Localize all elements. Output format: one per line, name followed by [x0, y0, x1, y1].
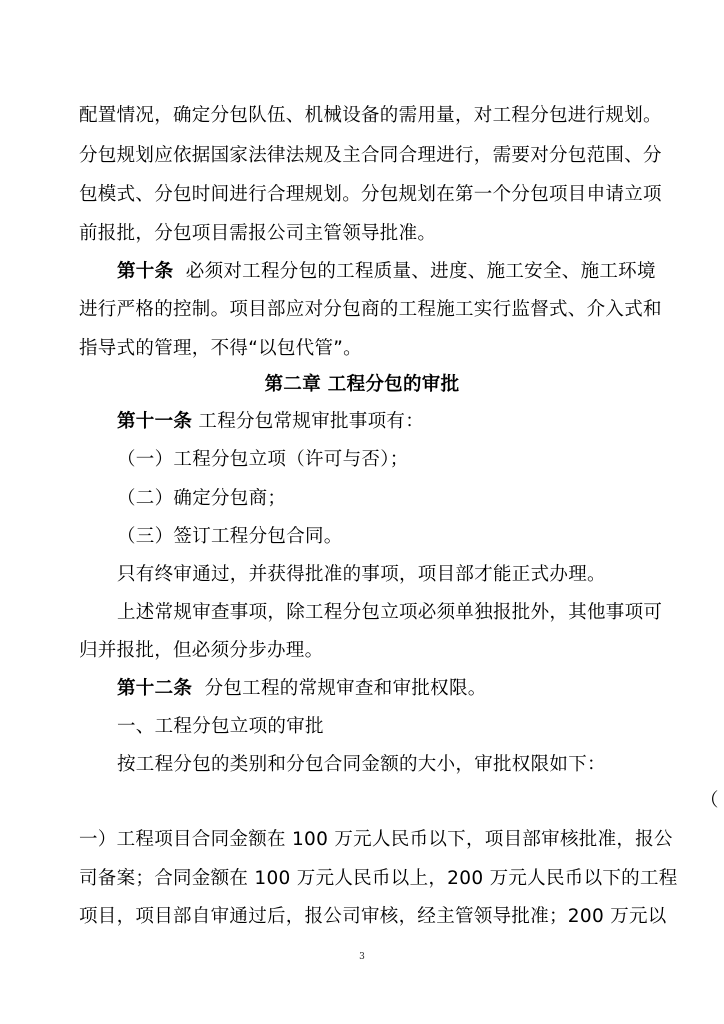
body-line: 归并报批，但必须分步办理。	[79, 640, 324, 661]
page-number: 3	[359, 952, 365, 962]
article-label: 第十二条	[117, 678, 193, 699]
body-line: 指导式的管理，不得“以包代管”。	[79, 338, 362, 359]
article-label: 第十一条	[117, 411, 193, 432]
article-text: 工程分包常规审批事项有：	[198, 411, 424, 432]
list-item: （三）签订工程分包合同。	[117, 526, 343, 547]
body-line: 分包规划应依据国家法律法规及主合同合理进行，需要对分包范围、分	[79, 145, 662, 166]
article-text: 必须对工程分包的工程质量、进度、施工安全、施工环境	[185, 261, 656, 282]
body-line: 只有终审通过，并获得批准的事项，项目部才能正式办理。	[117, 564, 606, 585]
article-label: 第十条	[117, 261, 174, 282]
body-line: 一）工程项目合同金额在 100 万元人民币以下，项目部审核批准，报公	[79, 829, 673, 850]
stray-paren: （	[700, 790, 719, 811]
body-line: 上述常规审查事项，除工程分包立项必须单独报批外，其他事项可	[117, 602, 663, 623]
chapter-heading: 第二章 工程分包的审批	[264, 374, 460, 395]
article-11-line	[117, 409, 424, 435]
article-10-line	[117, 259, 656, 285]
list-item: （一）工程分包立项（许可与否）；	[117, 449, 409, 470]
list-item: （二）确定分包商；	[117, 488, 287, 509]
body-line: 按工程分包的类别和分包合同金额的大小，审批权限如下：	[117, 754, 606, 775]
article-12-line	[117, 676, 487, 702]
body-line: 前报批，分包项目需报公司主管领导批准。	[79, 223, 437, 244]
body-line: 配置情况，确定分包队伍、机械设备的需用量，对工程分包进行规划。	[79, 105, 662, 126]
article-text: 分包工程的常规审查和审批权限。	[204, 678, 487, 699]
body-line: 进行严格的控制。项目部应对分包商的工程施工实行监督式、介入式和	[79, 299, 662, 320]
body-line: 包模式、分包时间进行合理规划。分包规划在第一个分包项目申请立项	[79, 184, 662, 205]
body-line: 司备案；合同金额在 100 万元人民币以上，200 万元人民币以下的工程	[79, 868, 678, 889]
section-heading: 一、工程分包立项的审批	[117, 716, 324, 737]
body-line: 项目，项目部自审通过后，报公司审核，经主管领导批准；200 万元以	[79, 906, 667, 927]
